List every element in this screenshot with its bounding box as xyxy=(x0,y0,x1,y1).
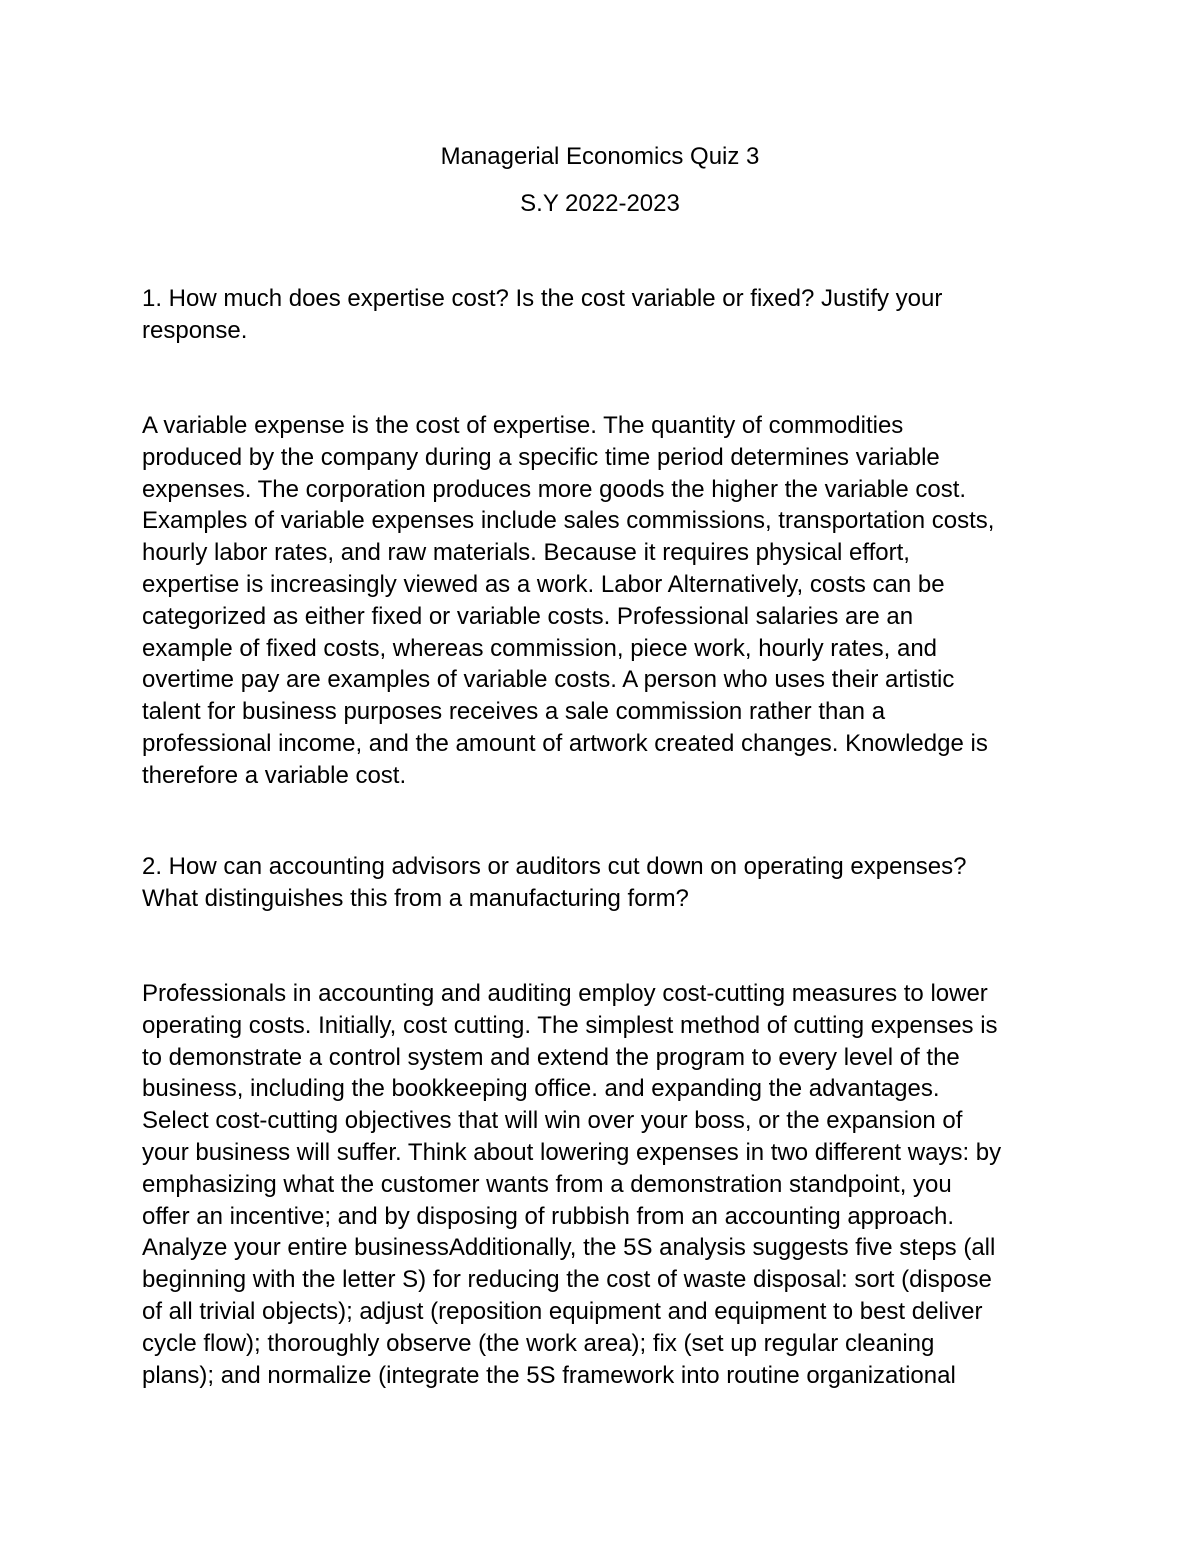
answer-line: to demonstrate a control system and extend the program to every level of the xyxy=(142,1043,960,1071)
answer-line: categorized as either fixed or variable costs. Professional salaries are an xyxy=(142,602,914,630)
answer-line: professional income, and the amount of artwork created changes. Knowledge is xyxy=(142,729,988,757)
question-2 xyxy=(142,851,1072,915)
question-line: 1. How much does expertise cost? Is the cost variable or fixed? Justify your xyxy=(142,285,943,312)
answer-line: beginning with the letter S) for reducing the cost of waste disposal: sort (dispose xyxy=(142,1266,992,1294)
answer-1 xyxy=(142,410,1072,792)
answer-line: operating costs. Initially, cost cutting. The simplest method of cutting expenses is xyxy=(142,1011,998,1039)
answer-line: overtime pay are examples of variable costs. A person who uses their artistic xyxy=(142,666,955,694)
answer-2 xyxy=(142,978,1072,1391)
answer-line: Analyze your entire businessAdditionally, the 5S analysis suggests five steps (all xyxy=(142,1234,996,1262)
question-line: What distinguishes this from a manufacturing form? xyxy=(142,884,689,912)
answer-line: talent for business purposes receives a sale commission rather than a xyxy=(142,698,886,726)
answer-line: example of fixed costs, whereas commission, piece work, hourly rates, and xyxy=(142,634,938,662)
question-line: 2. How can accounting advisors or auditors cut down on operating expenses? xyxy=(142,853,967,880)
answer-line: Examples of variable expenses include sales commissions, transportation costs, xyxy=(142,507,995,535)
answer-line: Select cost-cutting objectives that will win over your boss, or the expansion of xyxy=(142,1107,963,1135)
answer-line: your business will suffer. Think about lowering expenses in two different ways: by xyxy=(142,1138,1002,1166)
answer-line: produced by the company during a specific time period determines variable xyxy=(142,443,940,471)
answer-line: A variable expense is the cost of expertise. The quantity of commodities xyxy=(142,412,904,439)
answer-line: business, including the bookkeeping office. and expanding the advantages. xyxy=(142,1075,940,1103)
answer-line: cycle flow); thoroughly observe (the work area); fix (set up regular cleaning xyxy=(142,1329,935,1357)
question-line: response. xyxy=(142,316,248,344)
school-year: S.Y 2022-2023 xyxy=(520,190,680,217)
answer-line: emphasizing what the customer wants from a demonstration standpoint, you xyxy=(142,1170,952,1198)
answer-line: offer an incentive; and by disposing of rubbish from an accounting approach. xyxy=(142,1202,955,1230)
document-title: Managerial Economics Quiz 3 xyxy=(440,143,760,170)
answer-line: of all trivial objects); adjust (reposition equipment and equipment to best deliver xyxy=(142,1297,983,1325)
answer-line: plans); and normalize (integrate the 5S framework into routine organizational xyxy=(142,1361,956,1389)
answer-line: hourly labor rates, and raw materials. Because it requires physical effort, xyxy=(142,539,910,567)
question-1 xyxy=(142,283,1072,347)
answer-line: expertise is increasingly viewed as a work. Labor Alternatively, costs can be xyxy=(142,570,945,598)
answer-line: Professionals in accounting and auditing employ cost-cutting measures to lower xyxy=(142,980,988,1007)
answer-line: therefore a variable cost. xyxy=(142,761,407,789)
answer-line: expenses. The corporation produces more goods the higher the variable cost. xyxy=(142,475,967,503)
